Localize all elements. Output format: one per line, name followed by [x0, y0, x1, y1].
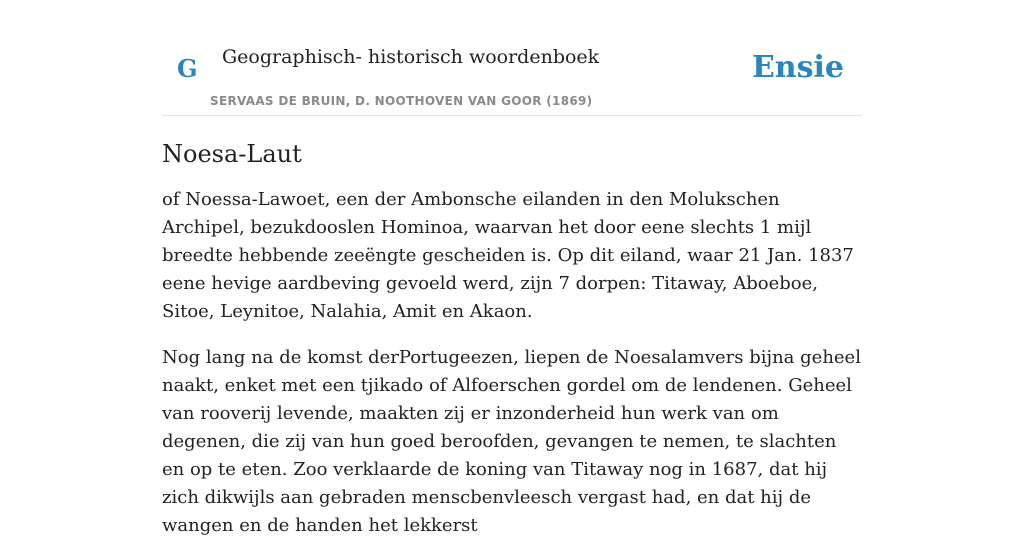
entry-title: Noesa-Laut: [162, 140, 302, 168]
ensie-logo-link[interactable]: Ensie: [751, 50, 844, 85]
entry-body: [162, 186, 862, 540]
book-title-link[interactable]: Geographisch- historisch woordenboek: [222, 46, 600, 68]
header: [162, 40, 862, 116]
book-authors: SERVAAS DE BRUIN, D. NOOTHOVEN VAN GOOR (1869): [210, 94, 593, 108]
page: [162, 0, 862, 540]
entry-paragraph: Nog lang na de komst derPortugeezen, liepen de Noesalamvers bijna geheel naakt, enket met een tjikado of Alfoerschen gordel om de lendenen. Geheel van rooverij levende, maakten zij er inzonderheid hun werk van om degenen, die zij van hun goed beroofden, gevangen te nemen, te slachten en op te eten. Zoo verklaarde de koning van Titaway nog in 1687, dat hij zich dikwijls aan gebraden menscbenvleesch vergast had, en dat hij de wangen en de handen het lekkerst: [162, 347, 861, 536]
source-logo-icon[interactable]: G: [177, 54, 198, 83]
entry-paragraph: of Noessa-Lawoet, een der Ambonsche eilanden in den Molukschen Archipel, bezukdooslen Hominoa, waarvan het door eene slechts 1 mijl breedte hebbende zeeëngte gescheiden is. Op dit eiland, waar 21 Jan. 1837 eene hevige aardbeving gevoeld werd, zijn 7 dorpen: Titaway, Aboeboe, Sitoe, Leynitoe, Nalahia, Amit en Akaon.: [162, 189, 854, 322]
